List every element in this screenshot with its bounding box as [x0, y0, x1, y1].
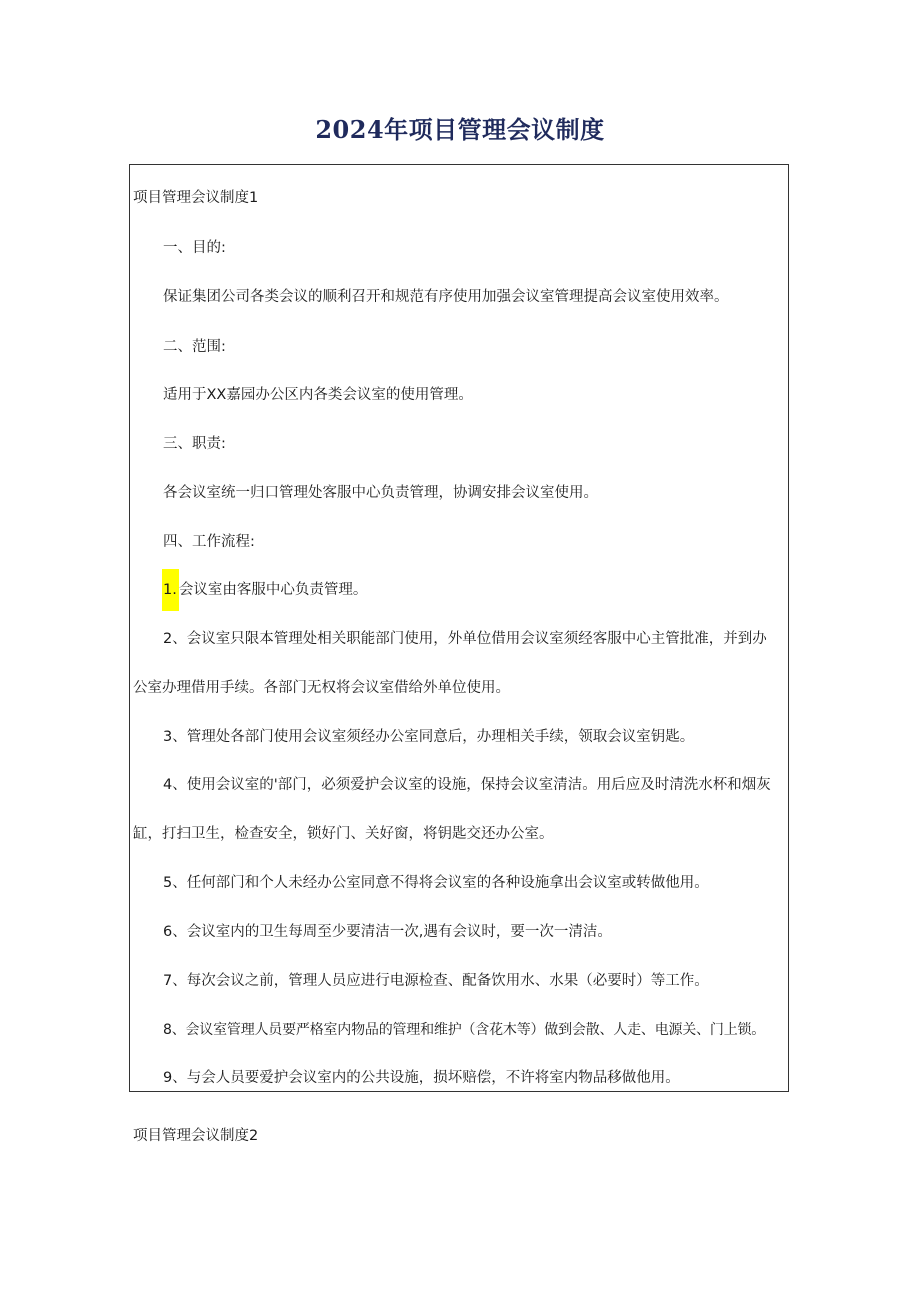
highlighted-number: 1. — [162, 569, 179, 611]
purpose-heading: 一、目的: — [163, 240, 226, 256]
scope-heading: 二、范围: — [163, 339, 226, 355]
list-item-6: 6、会议室内的卫生每周至少要清洁一次,遇有会议时，要一次一清洁。 — [163, 924, 612, 940]
list-item-5: 5、任何部门和个人未经办公室同意不得将会议室的各种设施拿出会议室或转做他用。 — [163, 875, 709, 891]
section2-heading: 项目管理会议制度2 — [133, 1128, 259, 1144]
document-title: 2024年项目管理会议制度 — [315, 115, 605, 144]
list-item-2-line2: 公室办理借用手续。各部门无权将会议室借给外单位使用。 — [133, 680, 510, 696]
list-item-8: 8、会议室管理人员要严格室内物品的管理和维护（含花木等）做到会散、人走、电源关、门上锁。 — [163, 1022, 766, 1038]
list-item-4-line1: 4、使用会议室的'部门，必须爱护会议室的设施，保持会议室清洁。用后应及时清洗水杯和烟灰 — [163, 777, 771, 793]
process-heading: 四、工作流程: — [163, 534, 255, 550]
list-item-3: 3、管理处各部门使用会议室须经办公室同意后，办理相关手续，领取会议室钥匙。 — [163, 729, 695, 745]
section1-heading: 项目管理会议制度1 — [133, 190, 259, 206]
list-item-1-text: 会议室由客服中心负责管理。 — [178, 582, 368, 598]
scope-text: 适用于XX嘉园办公区内各类会议室的使用管理。 — [163, 387, 473, 403]
duty-heading: 三、职责: — [163, 436, 226, 452]
purpose-text: 保证集团公司各类会议的顺利召开和规范有序使用加强会议室管理提高会议室使用效率。 — [163, 289, 729, 305]
list-item-9: 9、与会人员要爱护会议室内的公共设施，损坏赔偿，不许将室内物品移做他用。 — [163, 1070, 680, 1086]
list-item-2-line1: 2、会议室只限本管理处相关职能部门使用，外单位借用会议室须经客服中心主管批准，并到办 — [163, 631, 767, 647]
list-item-1 — [163, 579, 367, 601]
list-item-7: 7、每次会议之前，管理人员应进行电源检查、配备饮用水、水果（必要时）等工作。 — [163, 973, 709, 989]
list-item-4-line2: 缸，打扫卫生，检查安全，锁好门、关好窗，将钥匙交还办公室。 — [133, 826, 554, 842]
duty-text: 各会议室统一归口管理处客服中心负责管理，协调安排会议室使用。 — [163, 485, 598, 501]
